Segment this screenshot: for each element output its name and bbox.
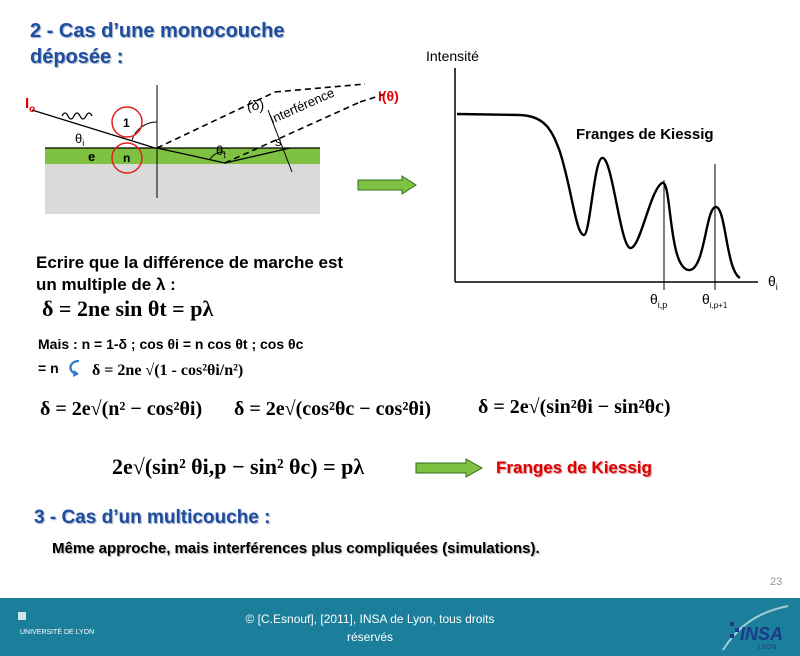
i0-label: $I_o$	[25, 95, 36, 115]
section-3-title: 3 - Cas d’un multicouche :	[34, 507, 271, 528]
delta-label: (δ)	[247, 97, 265, 113]
arrow-right-icon-2	[414, 458, 486, 478]
i-theta-label: I(θ)	[378, 88, 399, 104]
insa-logo-icon	[728, 606, 788, 650]
tick-label-p1: $\theta_{i,p+1}$	[702, 291, 728, 310]
section-3-body: Même approche, mais interférences plus compliquées (simulations).	[52, 540, 540, 557]
insa-logo	[728, 606, 788, 655]
svg-text:LYON: LYON	[758, 644, 777, 651]
equation-b: δ = 2e√(cos²θc − cos²θi)	[234, 398, 431, 420]
arrow-right-icon	[356, 175, 420, 195]
theta-i-label: $\theta_i$	[75, 131, 85, 148]
equals-n-text: = n	[38, 360, 59, 376]
theta-t-label: $\theta_t$	[216, 143, 226, 160]
interference-label: Interférence	[267, 84, 337, 127]
title-line-2: déposée :	[30, 46, 124, 68]
tick-label-p: $\theta_{i,p}$	[650, 291, 668, 310]
equation-a: δ = 2e√(n² − cos²θi)	[40, 398, 203, 420]
incident-beam	[32, 110, 155, 148]
universite-logo-icon	[18, 612, 95, 638]
equation-inline: δ = 2ne √(1 - cos²θi/n²)	[92, 362, 244, 379]
copyright-line-2: réservés	[346, 630, 393, 644]
slide-title	[30, 18, 284, 70]
n-label: n	[123, 151, 131, 165]
instruction-text	[36, 252, 343, 296]
footer-copyright	[200, 610, 540, 646]
plot-ylabel: Intensité	[426, 48, 479, 64]
plot-xlabel: $\theta_i$	[768, 273, 778, 292]
curved-arrow-icon	[63, 358, 85, 378]
copyright-line-1: © [C.Esnouf], [2011], INSA de Lyon, tous droits	[245, 612, 495, 626]
page-number: 23	[770, 576, 783, 588]
svg-text:INSA: INSA	[740, 624, 784, 644]
svg-text:UNIVERSITÉ DE LYON: UNIVERSITÉ DE LYON	[20, 629, 95, 636]
instruction-line-1: Ecrire que la différence de marche est	[36, 253, 344, 272]
substrate	[45, 164, 320, 214]
footer-bar	[0, 598, 800, 656]
one-label: 1	[123, 116, 130, 130]
kiessig-result: Franges de Kiessig	[496, 458, 652, 477]
universite-logo	[18, 612, 95, 643]
wave-icon	[62, 113, 92, 119]
kiessig-plot	[420, 40, 800, 320]
title-line-1: 2 - Cas d’une monocouche	[30, 20, 285, 42]
equation-c: δ = 2e√(sin²θi − sin²θc)	[478, 396, 671, 418]
s-label: s	[275, 134, 282, 149]
reflection-diagram	[20, 80, 410, 220]
mais-text: Mais : n = 1-δ ; cos θi = n cos θt ; cos θc	[38, 336, 304, 352]
plot-annotation: Franges de Kiessig	[576, 126, 714, 143]
equation-1: δ = 2ne sin θt = pλ	[42, 296, 214, 321]
instruction-line-2: un multiple de λ :	[36, 275, 176, 294]
equation-main: 2e√(sin² θi,p − sin² θc) = pλ	[112, 454, 365, 479]
e-label: e	[88, 149, 96, 164]
